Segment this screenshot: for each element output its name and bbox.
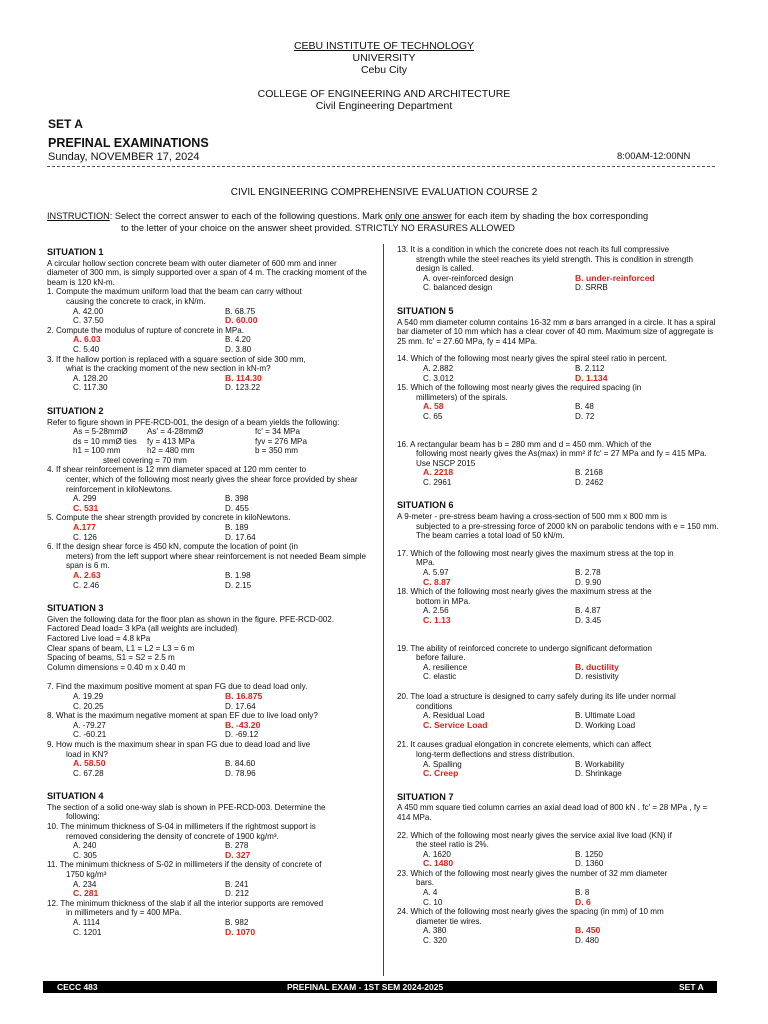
option-choice: B. 189 bbox=[225, 523, 249, 533]
option-choice: C. 320 bbox=[423, 936, 447, 946]
option-choice: A. 2.56 bbox=[423, 606, 449, 616]
options-8 bbox=[47, 721, 369, 740]
options-20 bbox=[397, 711, 719, 730]
options-16 bbox=[397, 468, 719, 487]
answer-20: C. Service Load bbox=[423, 719, 488, 730]
question-3: 3. If the hallow portion is replaced with a square section of side 300 mm, bbox=[47, 354, 306, 364]
option-choice: C. 2.46 bbox=[73, 580, 100, 590]
answer-11: C. 281 bbox=[73, 888, 99, 899]
option-choice: C. 37.50 bbox=[73, 316, 104, 326]
option-choice: D. 2.15 bbox=[225, 580, 252, 590]
column-divider bbox=[383, 244, 384, 976]
question-22: 22. Which of the following most nearly gives the service axial live load (KN) if bbox=[397, 830, 672, 840]
option-choice: D. resistivity bbox=[575, 672, 619, 682]
option-choice: B. 241 bbox=[225, 879, 249, 889]
option-choice: C. 20.25 bbox=[73, 701, 104, 711]
question-12: 12. The minimum thickness of the slab if all the interior supports are removed bbox=[47, 898, 324, 908]
options-2 bbox=[47, 335, 369, 354]
option-choice: C. 3.012 bbox=[423, 373, 454, 383]
options-4 bbox=[47, 494, 369, 513]
college-name: COLLEGE OF ENGINEERING AND ARCHITECTURE bbox=[257, 88, 511, 100]
answer-1: D. 60.00 bbox=[225, 315, 258, 326]
situation-4-title: SITUATION 4 bbox=[47, 791, 104, 802]
options-18 bbox=[397, 606, 719, 625]
option-choice: C. 5.40 bbox=[73, 344, 100, 354]
question-1: 1. Compute the maximum uniform load that the beam can carry without bbox=[47, 287, 302, 297]
option-choice: D. Shrinkage bbox=[575, 769, 622, 779]
answer-23: D. 6 bbox=[575, 896, 591, 907]
option-choice: B. 2.78 bbox=[575, 568, 601, 578]
options-15 bbox=[397, 402, 719, 421]
question-9: 9. How much is the maximum shear in span FG due to dead load and live bbox=[47, 739, 311, 749]
question-6: 6. If the design shear force is 450 kN, compute the location of point (in bbox=[47, 542, 299, 552]
option-choice: A. Spalling bbox=[423, 759, 462, 769]
options-6 bbox=[47, 571, 369, 590]
question-5: 5. Compute the shear strength provided by concrete in kiloNewtons. bbox=[47, 513, 291, 523]
question-24: 24. Which of the following most nearly gives the spacing (in mm) of 10 mm bbox=[397, 907, 664, 917]
answer-6: A. 2.63 bbox=[73, 570, 101, 580]
option-choice: B. Workability bbox=[575, 759, 625, 769]
question-16: 16. A rectangular beam has b = 280 mm and d = 450 mm. Which of the bbox=[397, 439, 652, 449]
answer-18: C. 1.13 bbox=[423, 615, 451, 625]
option-choice: D. SRRB bbox=[575, 283, 608, 293]
options-19 bbox=[397, 663, 719, 682]
option-choice: A. 240 bbox=[73, 841, 97, 851]
options-7 bbox=[47, 692, 369, 711]
university-label: UNIVERSITY bbox=[352, 52, 416, 64]
option-choice: B. 1250 bbox=[575, 849, 603, 859]
option-choice: D. Working Load bbox=[575, 720, 636, 730]
question-14: 14. Which of the following most nearly gives the spiral steel ratio in percent. bbox=[397, 354, 667, 364]
header-divider bbox=[47, 166, 715, 167]
answer-13: B. under-reinforced bbox=[575, 272, 655, 283]
option-choice: B. 68.75 bbox=[225, 306, 256, 316]
option-choice: A. 234 bbox=[73, 879, 97, 889]
option-choice: D. 78.96 bbox=[225, 768, 256, 778]
option-choice: D. 480 bbox=[575, 936, 599, 946]
answer-4: C. 531 bbox=[73, 502, 99, 513]
footer-exam-label: PREFINAL EXAM - 1ST SEM 2024-2025 bbox=[287, 982, 444, 992]
question-13: 13. It is a condition in which the concrete does not reach its full compressive bbox=[397, 245, 670, 254]
answer-14: D. 1.134 bbox=[575, 372, 608, 383]
situation-5-title: SITUATION 5 bbox=[397, 305, 454, 316]
option-choice: A. -79.27 bbox=[73, 720, 106, 730]
option-choice: B. 84.60 bbox=[225, 759, 256, 769]
right-column: 13. It is a condition in which the concrete does not reach its full compressive strength while the steel reaches its yield strength. This is condition in strength design is called. A. over-reinforced design B. under-reinforced C. balanced design D. SRRB SITUATION 5 A 540 mm diameter column contains 16-32 mm ø bars arranged in a circle. It has a spiral bar diameter of 10 mm which has a clear cover of 40 mm. Maximum size of aggregate is 25 mm. fc' = 27.60 MPa, fy = 414 MPa. 14. Which of the following most nearly gives the spiral steel ratio in percent. A. 2.882 B. 2.112 C. 3.012 D. 1.134 15. Which of the following most nearly gives the required spacing (in millimeters) of the spirals. A. 58 B. 48 C. 65 D. 72 16. A rectangular beam has b = 280 mm and d = 450 mm. Which of the following most nearly gives the As(max) in mm² if fc' = 27 MPa and fy = 415 MPa. Use NSCP 2015 A. 2218 B. 2168 C. 2961 D. 2462 SITUATION 6 A 9-meter - pre-stress beam having a cross-section of 500 mm x 800 mm is subjected to a pre-stressing force of 2000 kN on parabolic tendons with e = 150 mm. The beam carries a total load of 50 kN/m. 17. Which of the following most nearly gives the maximum stress at the top in MPa. A. 5.97 B. 2.78 C. 8.87 D. 9.90 18. Which of the following most nearly gives the maximum stress at the bottom in MPa. A. 2.56 B. 4.87 C. 1.13 D. 3.45 19. The ability of reinforced concrete to undergo significant deformation before failure. A. resilience B. ductility C. elastic D. resistivity 20. The load a structure is designed to carry safely during its life under normal conditions A. Residual Load B. Ultimate Load C. Service Load D. Working Load 21. It causes gradual elongation in concrete elements, which can affect long-term deflections and stress distribution. A. Spalling B. Workability C. Creep D. Shrinkage SITUATION 7 A 450 mm square tied column carries an axial dead load of 800 kN . fc' = 28 MPa , fy = 414 MPa. 22. Which of the following most nearly gives the service axial live load (KN) if the steel ratio is 2%. A. 1620 B. 1250 C. 1480 D. 1360 23. Which of the following most nearly gives the number of 32 mm diameter bars. A. 4 B. 8 C. 10 D. 6 24. Which of the following most nearly gives the spacing (in mm) of 10 mm diameter tie wires. A. 380 B. 450 C. 320 D. 480 bbox=[397, 245, 719, 946]
answer-12: D. 1070 bbox=[225, 926, 256, 937]
option-choice: B. 4.20 bbox=[225, 335, 251, 345]
situation-2-title: SITUATION 2 bbox=[47, 405, 104, 416]
page-footer bbox=[43, 981, 717, 993]
options-1 bbox=[47, 307, 369, 326]
option-choice: C. 305 bbox=[73, 850, 97, 860]
option-choice: A. 299 bbox=[73, 494, 97, 504]
option-choice: C. 126 bbox=[73, 532, 97, 542]
options-21 bbox=[397, 760, 719, 779]
department-name: Civil Engineering Department bbox=[315, 100, 453, 112]
option-choice: A. 19.29 bbox=[73, 691, 104, 701]
option-choice: A. resilience bbox=[423, 662, 468, 672]
institution-name: CEBU INSTITUTE OF TECHNOLOGY bbox=[293, 40, 475, 52]
answer-10: D. 327 bbox=[225, 849, 251, 860]
option-choice: A. Residual Load bbox=[423, 711, 485, 721]
option-choice: C. 65 bbox=[423, 411, 443, 421]
answer-19: B. ductility bbox=[575, 661, 619, 672]
option-choice: C. 2961 bbox=[423, 477, 452, 487]
option-choice: D. 72 bbox=[575, 411, 595, 421]
options-11 bbox=[47, 880, 369, 899]
set-label: SET A bbox=[48, 117, 83, 131]
situation-2-given: As = 5-28mmØ As' = 4-28mmØ fc' = 34 MPa ds = 10 mmØ ties fy = 413 MPa fyv = 276 MPa h1 = 100 mm h2 = 480 mm b = 350 mm bbox=[73, 427, 307, 456]
option-choice: B. 8 bbox=[575, 888, 590, 898]
question-23: 23. Which of the following most nearly gives the number of 32 mm diameter bbox=[397, 868, 668, 878]
options-10 bbox=[47, 841, 369, 860]
option-choice: B. 398 bbox=[225, 494, 249, 504]
option-choice: D. 17.64 bbox=[225, 532, 256, 542]
question-20: 20. The load a structure is designed to carry safely during its life under normal bbox=[397, 691, 676, 701]
option-choice: D. 212 bbox=[225, 889, 249, 899]
option-choice: B. 278 bbox=[225, 841, 249, 851]
answer-15: A. 58 bbox=[423, 401, 444, 412]
answer-2: A. 6.03 bbox=[73, 334, 101, 345]
option-choice: D. 3.80 bbox=[225, 344, 252, 354]
footer-set-label: SET A bbox=[679, 982, 704, 992]
footer-course-code: CECC 483 bbox=[57, 982, 98, 992]
options-3 bbox=[47, 374, 369, 393]
question-17: 17. Which of the following most nearly gives the maximum stress at the top in bbox=[397, 548, 674, 558]
option-choice: C. 67.28 bbox=[73, 768, 104, 778]
question-19: 19. The ability of reinforced concrete to undergo significant deformation bbox=[397, 643, 652, 653]
option-choice: B. 2.112 bbox=[575, 363, 605, 373]
option-choice: B. 4.87 bbox=[575, 606, 601, 616]
option-choice: C. elastic bbox=[423, 672, 457, 682]
options-23 bbox=[397, 888, 719, 907]
option-choice: B. 2168 bbox=[575, 468, 603, 478]
options-9 bbox=[47, 759, 369, 778]
situation-7-title: SITUATION 7 bbox=[397, 791, 454, 802]
question-4: 4. If shear reinforcement is 12 mm diameter spaced at 120 mm center to bbox=[47, 465, 307, 475]
course-title: CIVIL ENGINEERING COMPREHENSIVE EVALUATION COURSE 2 bbox=[230, 187, 538, 198]
option-choice: A. 380 bbox=[423, 926, 447, 936]
option-choice: C. -60.21 bbox=[73, 730, 107, 740]
option-choice: C. balanced design bbox=[423, 283, 493, 293]
question-2: 2. Compute the modulus of rupture of concrete in MPa. bbox=[47, 325, 245, 335]
city-label: Cebu City bbox=[360, 64, 408, 76]
left-column: SITUATION 1 A circular hollow section concrete beam with outer diameter of 600 mm and inner diameter of 300 mm, is simply supported over a span of 4 m. The cracking moment of the beam is 120 kN-m. 1. Compute the maximum uniform load that the beam can carry without causing the concrete to crack, in kN/m. A. 42.00 B. 68.75 C. 37.50 D. 60.00 2. Compute the modulus of rupture of concrete in MPa. A. 6.03 B. 4.20 C. 5.40 D. 3.80 3. If the hallow portion is replaced with a square section of side 300 mm, what is the cracking moment of the new section in kN-m? A. 128.20 B. 114.30 C. 117.30 D. 123.22 SITUATION 2 Refer to figure shown in PFE-RCD-001, the design of a beam yields the following: As = 5-28mmØ As' = 4-28mmØ fc' = 34 MPa ds = 10 mmØ ties fy = 413 MPa fyv = 276 MPa h1 = 100 mm h2 = 480 mm b = 350 mm steel covering = 70 mm 4. If shear reinforcement is 12 mm diameter spaced at 120 mm center to center, which of the following most nearly gives the shear force provided by shear reinforcement in kiloNewtons. A. 299 B. 398 C. 531 D. 455 5. Compute the shear strength provided by concrete in kiloNewtons. A.177 B. 189 C. 126 D. 17.64 6. If the design shear force is 450 kN, compute the location of point (in meters) from the left support where shear reinforcement is not needed Beam simple span is 6 m. A. 2.63 B. 1.98 C. 2.46 D. 2.15 SITUATION 3 Given the following data for the floor plan as shown in the figure. PFE-RCD-002. Factored Dead load= 3 kPa (all weights are included) Factored Live load = 4.8 kPa Clear spans of beam, L1 = L2 = L3 = 6 m Spacing of beams, S1 = S2 = 2.5 m Column dimensions = 0.40 m x 0.40 m 7. Find the maximum positive moment at span FG due to dead load only. A. 19.29 B. 16.875 C. 20.25 D. 17.64 8. What is the maximum negative moment at span EF due to live load only? A. -79.27 B. -43.20 C. -60.21 D. -69.12 9. How much is the maximum shear in span FG due to dead load and live load in KN? A. 58.50 B. 84.60 C. 67.28 D. 78.96 SITUATION 4 The section of a solid one-way slab is shown in PFE-RCD-003. Determine the following: 10. The minimum thickness of S-04 in millimeters if the rightmost support is removed considering the density of concrete of 1900 kg/m³. A. 240 B. 278 C. 305 D. 327 11. The minimum thickness of S-02 in millimeters if the density of concrete of 1750 kg/m³ A. 234 B. 241 C. 281 D. 212 12. The minimum thickness of the slab if all the interior supports are removed in millimeters and fy = 400 MPa. A. 1114 B. 982 C. 1201 D. 1070 bbox=[47, 245, 369, 937]
answer-16: A. 2218 bbox=[423, 467, 454, 478]
option-choice: D. 2462 bbox=[575, 477, 604, 487]
option-choice: A. 2.882 bbox=[423, 363, 454, 373]
option-choice: D. 123.22 bbox=[225, 383, 261, 393]
option-choice: D. 455 bbox=[225, 503, 249, 513]
answer-8: B. -43.20 bbox=[225, 719, 261, 730]
option-choice: B. Ultimate Load bbox=[575, 711, 635, 721]
answer-17: C. 8.87 bbox=[423, 576, 451, 587]
options-5 bbox=[47, 523, 369, 542]
option-choice: A. 1114 bbox=[73, 918, 100, 927]
options-13 bbox=[397, 274, 719, 293]
question-21: 21. It causes gradual elongation in concrete elements, which can affect bbox=[397, 740, 652, 750]
question-10: 10. The minimum thickness of S-04 in millimeters if the rightmost support is bbox=[47, 822, 316, 832]
option-choice: A. 128.20 bbox=[73, 373, 108, 383]
situation-6-title: SITUATION 6 bbox=[397, 500, 454, 511]
option-choice: D. 3.45 bbox=[575, 616, 602, 625]
options-14 bbox=[397, 364, 719, 383]
question-11: 11. The minimum thickness of S-02 in millimeters if the density of concrete of bbox=[47, 860, 322, 870]
option-choice: B. 982 bbox=[225, 918, 249, 927]
option-choice: A. 4 bbox=[423, 888, 438, 898]
option-choice: C. 10 bbox=[423, 897, 443, 907]
option-choice: C. 1201 bbox=[73, 927, 102, 937]
answer-24: B. 450 bbox=[575, 925, 601, 936]
option-choice: D. 1360 bbox=[575, 859, 604, 869]
options-22 bbox=[397, 850, 719, 869]
option-choice: D. 9.90 bbox=[575, 577, 602, 587]
situation-1-text: A circular hollow section concrete beam with outer diameter of 600 mm and inner diameter of 300 mm, is simply supported over a span of 4 m. The cracking moment of the beam is 120 kN-m. bbox=[47, 258, 367, 287]
situation-1-title: SITUATION 1 bbox=[47, 247, 104, 257]
option-choice: A. 42.00 bbox=[73, 306, 104, 316]
situation-2-text: Refer to figure shown in PFE-RCD-001, the design of a beam yields the following: bbox=[47, 417, 340, 427]
answer-3: B. 114.30 bbox=[225, 372, 262, 383]
option-choice: D. -69.12 bbox=[225, 730, 259, 740]
situation-3-title: SITUATION 3 bbox=[47, 603, 104, 614]
question-18: 18. Which of the following most nearly gives the maximum stress at the bbox=[397, 587, 652, 597]
answer-7: B. 16.875 bbox=[225, 690, 263, 701]
options-12 bbox=[47, 918, 369, 937]
instructions: INSTRUCTION: Select the correct answer to each of the following questions. Mark only one answer for each item by shading the box corresponding to the letter of your choice on the answer sheet provided. STRICTLY NO ERASURES ALLOWED bbox=[47, 211, 649, 233]
exam-time: 8:00AM-12:00NN bbox=[617, 151, 691, 162]
exam-title: PREFINAL EXAMINATIONS bbox=[48, 136, 209, 150]
options-24 bbox=[397, 926, 719, 945]
options-17 bbox=[397, 568, 719, 587]
option-choice: B. 1.98 bbox=[225, 571, 251, 580]
answer-5: A.177 bbox=[73, 522, 96, 533]
option-choice: A. 1620 bbox=[423, 849, 451, 859]
option-choice: A. 5.97 bbox=[423, 568, 449, 578]
option-choice: B. 48 bbox=[575, 402, 594, 412]
answer-9: A. 58.50 bbox=[73, 758, 106, 769]
option-choice: C. 117.30 bbox=[73, 383, 108, 393]
answer-21: C. Creep bbox=[423, 768, 459, 779]
question-7: 7. Find the maximum positive moment at span FG due to dead load only. bbox=[47, 682, 308, 692]
exam-date: Sunday, NOVEMBER 17, 2024 bbox=[48, 151, 200, 163]
option-choice: D. 17.64 bbox=[225, 701, 256, 711]
option-choice: A. over-reinforced design bbox=[423, 273, 514, 283]
question-8: 8. What is the maximum negative moment at span EF due to live load only? bbox=[47, 711, 318, 721]
question-15: 15. Which of the following most nearly gives the required spacing (in bbox=[397, 383, 642, 393]
instruction-label: INSTRUCTION bbox=[47, 211, 110, 221]
answer-22: C. 1480 bbox=[423, 858, 454, 869]
